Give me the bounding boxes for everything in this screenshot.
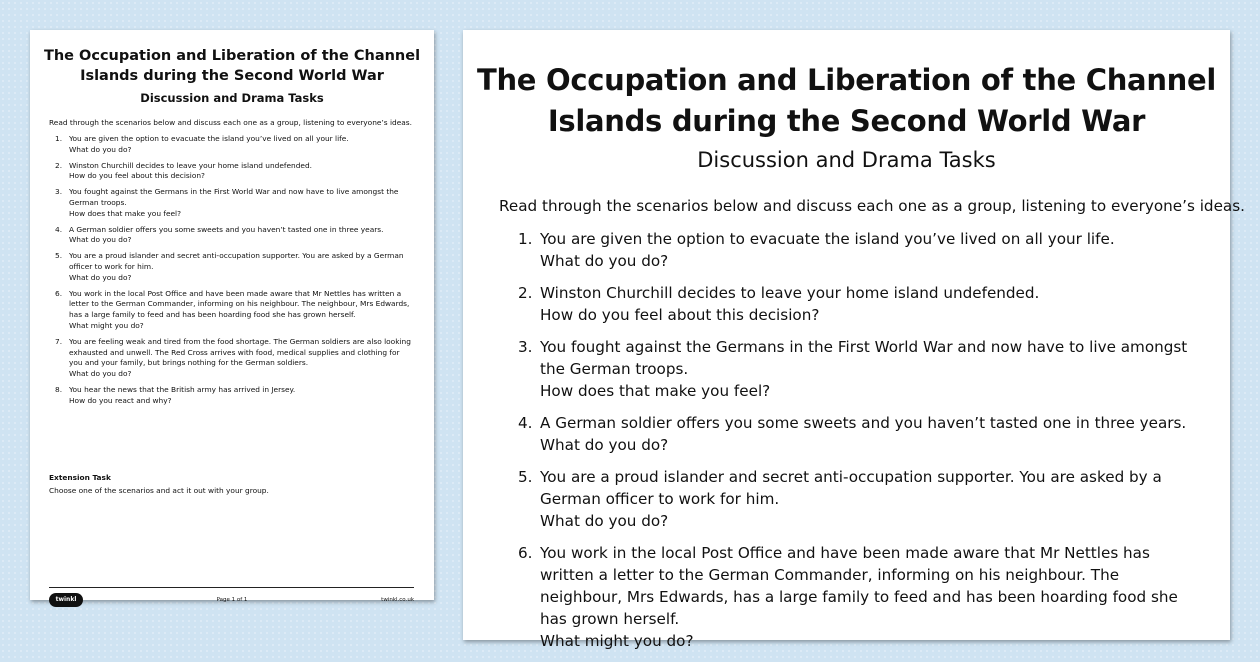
list-item: 2. Winston Churchill decides to leave your home island undefended. How do you feel about this decision? — [55, 160, 313, 181]
intro-text: Read through the scenarios below and discuss each one as a group, listening to everyone’s ideas. — [499, 197, 1245, 215]
footer-url: twinkl.co.uk — [381, 597, 414, 603]
list-item: 3. You fought against the Germans in the First World War and now have to live amongst the German troops. How does that make you feel? — [55, 187, 399, 218]
list-item: 1. You are given the option to evacuate the island you’ve lived on all your life. What do you do? — [518, 230, 1115, 270]
list-item: 6. You work in the local Post Office and have been made aware that Mr Nettles has written a letter to the German Commander, informing on his neighbour. The neighbour, Mrs Edwards, has a large family to feed and has been hoarding food she has grown herself. What might you do? — [55, 288, 410, 330]
list-item: 3. You fought against the Germans in the First World War and now have to live amongst the German troops. How does that make you feel? — [518, 338, 1188, 400]
list-item: 5. You are a proud islander and secret anti-occupation supporter. You are asked by a German officer to work for him. What do you do? — [518, 468, 1162, 530]
list-item: 7. You are feeling weak and tired from the food shortage. The German soldiers are also looking exhausted and unwell. The Red Cross arrives with food, medical supplies and clothing for you and your family, but brings nothing for the German soldiers. What do you do? — [55, 336, 411, 379]
worksheet-thumbnail — [30, 30, 434, 603]
thumb-title: The Occupation and Liberation of the Channel Islands during the Second World War — [43, 48, 421, 84]
list-item: 1. You are given the option to evacuate the island you’ve lived on all your life. What do you do? — [55, 134, 349, 154]
thumb-subtitle: Discussion and Drama Tasks — [140, 91, 324, 105]
page-title: The Occupation and Liberation of the Channel Islands during the Second World War — [476, 63, 1217, 138]
list-item: 6. You work in the local Post Office and have been made aware that Mr Nettles has written a letter to the German Commander, informing on his neighbour. The neighbour, Mrs Edwards, has a large family to feed and has been hoarding food she has grown herself. What might you do? — [518, 544, 1178, 650]
extension-text: Choose one of the scenarios and act it out with your group. — [49, 486, 269, 495]
twinkl-logo: twinkl — [49, 593, 83, 607]
footer-divider — [49, 587, 414, 588]
worksheet-zoomed — [463, 30, 1245, 650]
thumb-intro: Read through the scenarios below and discuss each one as a group, listening to everyone’s ideas. — [49, 118, 413, 127]
thumb-scenario-list — [52, 134, 414, 412]
list-item: 8. You hear the news that the British army has arrived in Jersey. How do you react and why? — [55, 384, 296, 405]
list-item: 2. Winston Churchill decides to leave your home island undefended. How do you feel about this decision? — [518, 284, 1040, 324]
list-item: 5. You are a proud islander and secret anti-occupation supporter. You are asked by a German officer to work for him. What do you do? — [55, 251, 404, 282]
extension-title: Extension Task — [49, 473, 111, 482]
page-number: Page 1 of 1 — [216, 597, 248, 603]
list-item: 4. A German soldier offers you some sweets and you haven’t tasted one in three years. What do you do? — [55, 224, 384, 245]
scenario-list — [518, 228, 1188, 662]
page-subtitle: Discussion and Drama Tasks — [697, 148, 996, 172]
list-item: 4. A German soldier offers you some sweets and you haven’t tasted one in three years. What do you do? — [518, 414, 1187, 454]
